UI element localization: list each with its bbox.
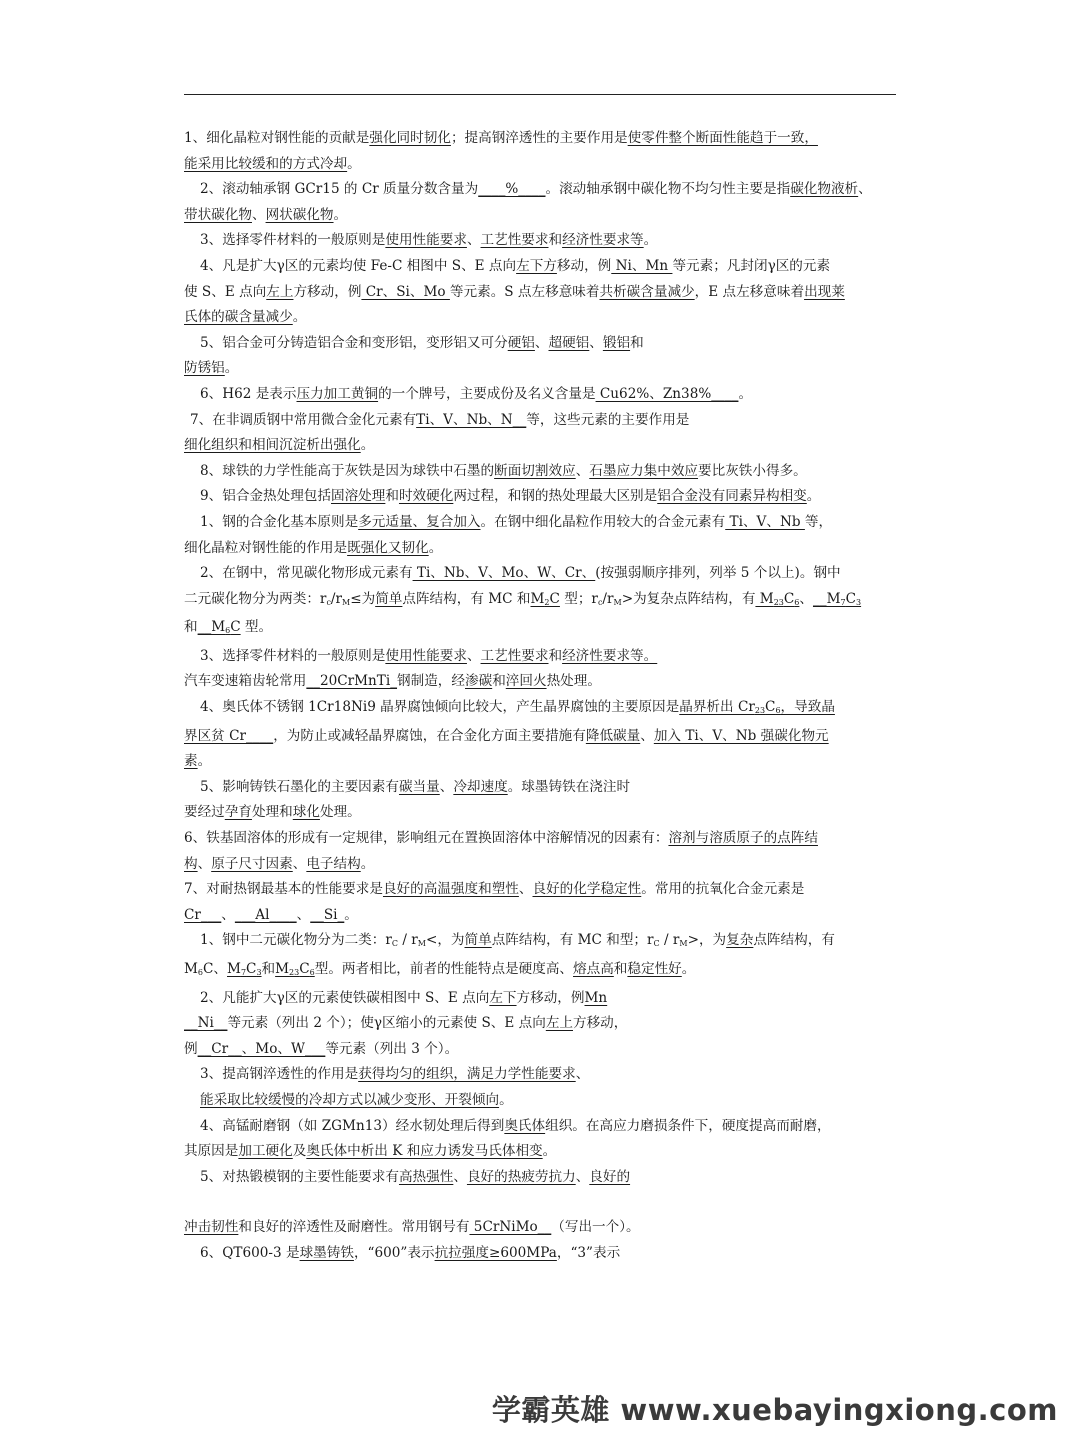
answer-blank: 原子尺寸因素 [211, 855, 293, 872]
answer-blank: 超硬铝 [548, 334, 590, 351]
answer-blank: $M_2$ [530, 590, 550, 607]
answer-blank: $\_\_M_6$ [197, 619, 231, 636]
answer-blank: 铝合金没有同素异构相变 [657, 488, 807, 505]
answer-blank: 使零件整个断面性能趋于一致， [627, 130, 818, 146]
answer-blank: 经济性要求等 [562, 232, 644, 249]
text-line: 2、滚动轴承钢 GCr15 的 Cr 质量分数含量为____%____。滚动轴承钢中碳化物不均匀性主要是指碳化物液析、 [200, 181, 872, 198]
answer-blank: $C_3$ [845, 590, 862, 607]
text-line: 3、提高钢淬透性的作用是获得均匀的组织，满足力学性能要求、 [200, 1066, 590, 1083]
answer-blank: C [230, 619, 241, 636]
answer-blank: $C_6$ [765, 699, 781, 716]
answer-blank: C [549, 590, 560, 607]
text-line: $M_6C$、$M_7C_3$和$M_{23}C_6$型。两者相比，前者的性能特点是硬度高、熔点高和稳定性好。 [184, 961, 696, 977]
answer-blank: 孕育 [224, 804, 252, 821]
answer-blank: Ti、V、Nb [725, 513, 805, 530]
subscript: M [417, 939, 426, 949]
answer-blank: 降低碳量 [585, 727, 641, 744]
text-line: 2、凡能扩大γ区的元素使铁碳相图中 S、E 点向左下方移动，例Mn [200, 989, 608, 1006]
answer-blank: 冷却速度 [453, 778, 508, 795]
text-line: 氏体的碳含量减少。 [184, 309, 307, 326]
answer-blank: 抗拉强度≥600MPa [434, 1244, 557, 1261]
text-line: 二元碳化物分为两类：$r_c/r_M\le$为简单点阵结构，有 MC 和$M_2C$ 型；$r_c/r_M>$为复杂点阵结构，有 $M_{23}C_6$、$\_\_M_7C_3$ [184, 590, 862, 607]
text-line: 4、高锰耐磨钢（如 ZGMn13）经水韧处理后得到奥氏体组织。在高应力磨损条件下，硬度提高而耐磨， [200, 1117, 831, 1134]
subscript: c [597, 597, 603, 607]
text-line: __Ni__等元素（列出 2 个）；使γ区缩小的元素使 S、E 点向左上方移动， [184, 1015, 628, 1032]
answer-blank: Cr___ [184, 906, 222, 923]
answer-blank: 淬回火 [505, 673, 547, 690]
answer-blank: $M_{23}$ [755, 590, 784, 607]
answer-blank: 电子结构 [306, 855, 361, 872]
answer-blank: 碳当量 [398, 778, 440, 795]
answer-blank: 时效硬化 [398, 488, 454, 505]
text-line: 要经过孕育处理和球化处理。 [184, 804, 361, 821]
subscript: c [326, 597, 331, 607]
answer-blank: 锻铝 [602, 334, 631, 351]
answer-blank: Cr、Si、Mo [361, 283, 450, 300]
answer-blank: 球墨铸铁 [299, 1244, 354, 1261]
text-line: 界区贫 Cr____，为防止或减轻晶界腐蚀，在合金化方面主要措施有降低碳量、加入 Ti、V、Nb 强碳化物元 [184, 727, 829, 744]
answer-blank: Ni、Mn [611, 257, 673, 274]
answer-blank: 晶界析出 $Cr_{23}$ [679, 699, 766, 716]
subscript: 6 [197, 968, 204, 977]
text-line: Cr___、___Al____、__Si_。 [184, 906, 358, 923]
answer-blank: Mn [584, 989, 608, 1006]
text-line: 4、奥氏体不锈钢 1Cr18Ni9 晶界腐蚀倾向比较大，产生晶界腐蚀的主要原因是晶界析出 $Cr_{23}C_6$，导致晶 [200, 699, 835, 716]
answer-blank: 防锈铝 [184, 360, 225, 377]
text-line: 5、铝合金可分铸造铝合金和变形铝，变形铝又可分硬铝、超硬铝、锻铝和 [200, 334, 644, 351]
answer-blank: 带状碳化物 [184, 206, 252, 223]
subscript: M [679, 939, 688, 949]
answer-blank: 断面切割效应 [494, 462, 576, 479]
text-line: 冲击韧性和良好的淬透性及耐磨性。常用钢号有 5CrNiMo__（写出一个）。 [184, 1219, 640, 1236]
answer-blank: __20CrMnTi_ [306, 673, 398, 690]
text-line: 其原因是加工硬化及奥氏体中析出 K 和应力诱发马氏体相变。 [184, 1143, 557, 1160]
answer-blank: 左上 [545, 1015, 573, 1032]
answer-blank: 碳化物液析 [790, 181, 859, 198]
text-line: 5、对热锻模钢的主要性能要求有高热强性、良好的热疲劳抗力、良好的 [200, 1168, 631, 1185]
text-line: 素。 [184, 753, 212, 770]
answer-blank: 良好的化学稳定性 [532, 881, 642, 898]
answer-blank: 工艺性要求 [480, 647, 549, 664]
answer-blank: 细化组织和相间沉淀析出强化 [184, 437, 361, 454]
text-line: 细化组织和相间沉淀析出强化。 [184, 437, 375, 454]
answer-blank: 左下方 [516, 257, 557, 274]
answer-blank: 构 [184, 855, 198, 872]
answer-blank: 使用性能要求 [385, 232, 467, 249]
subscript: M [342, 597, 351, 607]
answer-blank: 奥氏体中析出 K 和应力诱发马氏体相变 [306, 1143, 543, 1160]
answer-blank: $M_{23}$ [275, 961, 300, 977]
text-line: 9、铝合金热处理包括固溶处理和时效硬化两过程，和钢的热处理最大区别是铝合金没有同素异构相变。 [200, 488, 821, 505]
text-line: 7、对耐热钢最基本的性能要求是良好的高温强度和塑性、良好的化学稳定性。常用的抗氧化合金元素是 [184, 881, 805, 898]
answer-blank: $M_7$ [227, 961, 247, 977]
site-watermark: 学霸英雄 www.xuebayingxiong.com [491, 1393, 1058, 1427]
text-line: 4、凡是扩大γ区的元素均使 Fe-C 相图中 S、E 点向左下方移动，例 Ni、Mn 等元素；凡封闭γ区的元素 [200, 257, 831, 274]
text-line: 8、球铁的力学性能高于灰铁是因为球铁中石墨的断面切割效应、石墨应力集中效应要比灰铁小得多。 [200, 462, 807, 479]
text-line: 7、在非调质钢中常用微合金化元素有Ti、V、Nb、N__等，这些元素的主要作用是 [190, 411, 690, 428]
text-line: 和$\_\_M_6C$ 型。 [184, 619, 273, 636]
answer-blank: 冲击韧性 [184, 1219, 239, 1236]
answer-blank: 能采取比较缓慢的冷却方式以减少变形、开裂倾向 [200, 1091, 500, 1108]
answer-blank: ，导致晶 [780, 699, 835, 716]
text-line: 能采取比较缓慢的冷却方式以减少变形、开裂倾向。 [200, 1091, 513, 1108]
answer-blank: 加入 Ti、V、Nb 强碳化物元 [653, 727, 829, 744]
text-line: 1、钢的合金化基本原则是多元适量、复合加入。在钢中细化晶粒作用较大的合金元素有 Ti、V、Nb 等， [200, 513, 833, 530]
answer-blank: Ti、Nb、V、Mo、W、Cr、 [412, 565, 596, 582]
answer-blank: 高热强性 [398, 1168, 454, 1185]
answer-blank: 复杂 [726, 932, 754, 949]
subscript: C [653, 939, 660, 949]
answer-blank: __Ni__ [184, 1015, 228, 1032]
answer-blank: __Cr__、Mo、W___ [197, 1040, 326, 1057]
text-line: 6、铁基固溶体的形成有一定规律，影响组元在置换固溶体中溶解情况的因素有：溶剂与溶质原子的点阵结 [184, 830, 818, 847]
answer-blank: 素 [184, 753, 198, 770]
answer-blank: 使用性能要求 [385, 647, 467, 664]
text-line: 汽车变速箱齿轮常用__20CrMnTi_钢制造，经渗碳和淬回火热处理。 [184, 673, 601, 690]
text-line: 细化晶粒对钢性能的作用是既强化又韧化。 [184, 539, 443, 556]
answer-blank: 强化同时韧化 [369, 130, 451, 146]
answer-blank: 奥氏体 [504, 1117, 546, 1134]
answer-blank: 网状碳化物 [265, 206, 334, 223]
text-line: 3、选择零件材料的一般原则是使用性能要求、工艺性要求和经济性要求等。 [200, 232, 658, 249]
answer-blank: 工艺性要求 [480, 232, 549, 249]
header-rule [184, 94, 896, 95]
answer-blank: ____%____ [478, 181, 546, 198]
text-line: 6、H62 是表示压力加工黄铜的一个牌号，主要成份及名义含量是 Cu62%、Zn38%____。 [200, 385, 753, 402]
answer-blank: 石墨应力集中效应 [589, 462, 699, 479]
answer-blank: ___Al____ [234, 906, 297, 923]
text-line: 2、在钢中，常见碳化物形成元素有 Ti、Nb、V、Mo、W、Cr、(按强弱顺序排列，列举 5 个以上)。钢中 [200, 565, 841, 582]
text-line: 例__Cr__、Mo、W___等元素（列出 3 个）。 [184, 1040, 459, 1057]
answer-blank: 溶剂与溶质原子的点阵结 [668, 830, 818, 847]
text-line: 使 S、E 点向左上方移动，例 Cr、Si、Mo 等元素。S 点左移意味着共析碳含量减少，E 点左移意味着出现莱 [184, 283, 845, 300]
answer-blank: 良好的 [589, 1168, 631, 1185]
answer-blank: 渗碳 [465, 673, 493, 690]
answer-blank: 能采用比较缓和的方式冷却 [184, 155, 348, 172]
answer-blank: Cu62%、Zn38%____ [595, 385, 739, 402]
answer-blank: 界区贫 Cr____ [184, 727, 274, 744]
document-body [184, 126, 896, 1267]
answer-blank: __Si_ [310, 906, 345, 923]
text-line: 1、细化晶粒对钢性能的贡献是强化同时韧化；提高钢淬透性的主要作用是使零件整个断面性能趋于一致， [184, 130, 818, 146]
answer-blank: 既强化又韧化 [347, 539, 429, 556]
answer-blank: 出现莱 [804, 283, 845, 300]
answer-blank: 压力加工黄铜 [296, 385, 379, 402]
answer-blank: 球化 [292, 804, 320, 821]
text-line: 防锈铝。 [184, 360, 239, 377]
answer-blank: 加工硬化 [238, 1143, 293, 1160]
answer-blank: $\_\_M_7$ [812, 590, 846, 607]
answer-blank: 左上 [266, 283, 294, 300]
answer-blank: 获得均匀的组织，满足力学性能要求 [358, 1066, 576, 1083]
subscript: M [613, 597, 622, 607]
answer-blank: 多元适量、复合加入 [358, 513, 481, 530]
answer-blank: 硬铝 [507, 334, 535, 351]
text-line: 1、钢中二元碳化物分为二类：$r_C / r_M<$，为简单点阵结构，有 MC 和型；$r_C / r_M>$，为复杂点阵结构，有 [200, 932, 835, 949]
answer-blank: 共析碳含量减少 [599, 283, 695, 300]
answer-blank: $C_6$ [783, 590, 800, 607]
answer-blank: 经济性要求等。 [562, 647, 658, 664]
text-line: 3、选择零件材料的一般原则是使用性能要求、工艺性要求和经济性要求等。 [200, 647, 658, 664]
text-line: 6、QT600-3 是球墨铸铁，“600”表示抗拉强度≥600MPa，“3”表示 [200, 1244, 621, 1261]
answer-blank: 左下 [489, 989, 517, 1006]
text-line: 构、原子尺寸因素、电子结构。 [184, 855, 375, 872]
answer-blank: $C_6$ [299, 961, 315, 977]
text-line: 带状碳化物、网状碳化物。 [184, 206, 348, 223]
answer-blank: Ti、V、Nb、N__ [416, 411, 527, 428]
answer-blank: 简单 [464, 932, 492, 949]
answer-blank: 熔点高 [573, 961, 614, 977]
answer-blank: 5CrNiMo__ [469, 1219, 552, 1236]
text-line: 5、影响铸铁石墨化的主要因素有碳当量、冷却速度。球墨铸铁在浇注时 [200, 778, 631, 795]
text-line: 能采用比较缓和的方式冷却。 [184, 155, 361, 172]
answer-blank: 氏体的碳含量减少 [184, 309, 293, 326]
answer-blank: $C_3$ [246, 961, 262, 977]
answer-blank: 良好的高温强度和塑性 [382, 881, 519, 898]
answer-blank: 稳定性好 [627, 961, 682, 977]
answer-blank: 简单 [375, 590, 403, 607]
answer-blank: 良好的热疲劳抗力 [466, 1168, 576, 1185]
subscript: C [391, 939, 398, 949]
answer-blank: 固溶处理 [331, 488, 386, 505]
